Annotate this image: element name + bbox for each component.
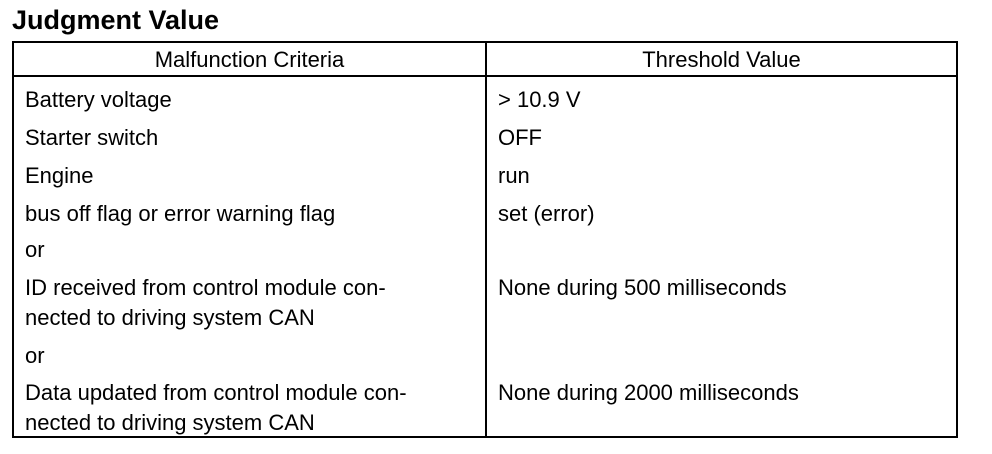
threshold-bus-off-flag: set (error) xyxy=(498,201,595,226)
criteria-data-updated-line2: nected to driving system CAN xyxy=(25,410,315,435)
column-divider xyxy=(485,43,487,436)
threshold-data-updated: None during 2000 milliseconds xyxy=(498,380,799,405)
threshold-engine: run xyxy=(498,163,530,188)
criteria-engine: Engine xyxy=(25,163,94,188)
criteria-data-updated-line1: Data updated from control module con- xyxy=(25,380,407,405)
criteria-battery-voltage: Battery voltage xyxy=(25,87,172,112)
page-title: Judgment Value xyxy=(12,5,220,35)
criteria-id-received-line2: nected to driving system CAN xyxy=(25,305,315,330)
judgment-value-table xyxy=(12,41,958,438)
criteria-bus-off-flag: bus off flag or error warning flag xyxy=(25,201,336,226)
threshold-starter-switch: OFF xyxy=(498,125,542,150)
criteria-or-1: or xyxy=(25,237,45,262)
header-malfunction-criteria: Malfunction Criteria xyxy=(154,47,345,72)
criteria-id-received-line1: ID received from control module con- xyxy=(25,275,386,300)
threshold-id-received: None during 500 milliseconds xyxy=(498,275,787,300)
header-threshold-value: Threshold Value xyxy=(642,47,801,72)
threshold-battery-voltage: > 10.9 V xyxy=(498,87,581,112)
criteria-or-2: or xyxy=(25,343,45,368)
criteria-starter-switch: Starter switch xyxy=(25,125,159,150)
